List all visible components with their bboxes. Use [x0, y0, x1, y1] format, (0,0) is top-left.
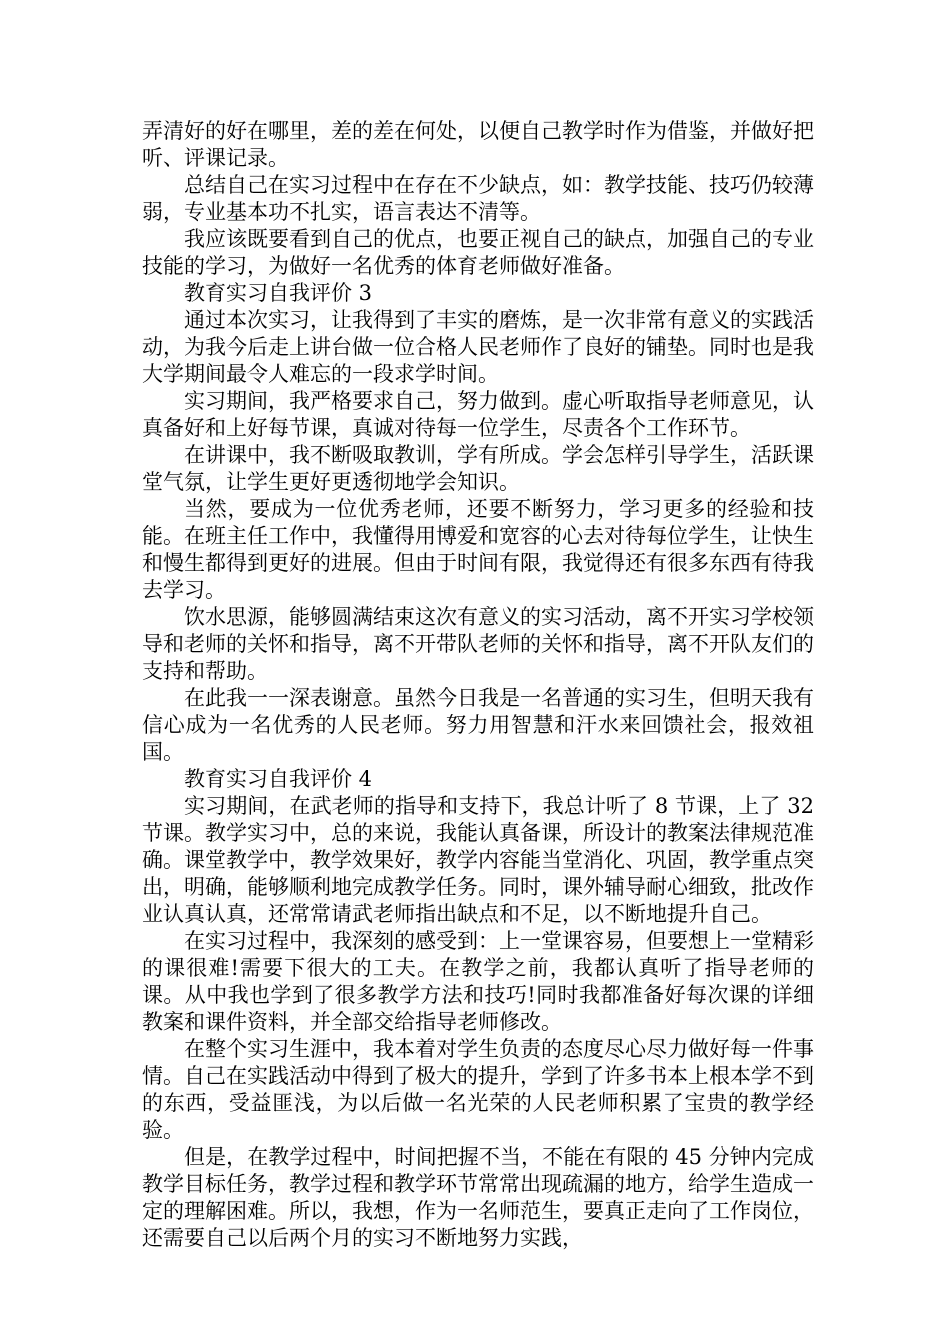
paragraph: 实习期间，在武老师的指导和支持下，我总计听了 8 节课，上了 32 节课。教学实习中，总的来说，我能认真备课，所设计的教案法律规范准确。课堂教学中，教学效果好，教学内容能当堂消化、巩固，教学重点突出，明确，能够顺利地完成教学任务。同时，课外辅导耐心细致，批改作业认真认真，还常常请武老师指出缺点和不足，以不断地提升自己。	[142, 794, 814, 926]
paragraph: 饮水思源，能够圆满结束这次有意义的实习活动，离不开实习学校领导和老师的关怀和指导，离不开带队老师的关怀和指导，离不开队友们的支持和帮助。	[142, 605, 814, 683]
paragraph: 当然，要成为一位优秀老师，还要不断努力，学习更多的经验和技能。在班主任工作中，我懂得用博爱和宽容的心去对待每位学生，让快生和慢生都得到更好的进展。但由于时间有限，我觉得还有很多东西有待我去学习。	[142, 497, 814, 602]
paragraph: 在讲课中，我不断吸取教训，学有所成。学会怎样引导学生，活跃课堂气氛，让学生更好更透彻地学会知识。	[142, 443, 814, 494]
section-heading: 教育实习自我评价 4	[184, 767, 373, 791]
paragraph: 在实习过程中，我深刻的感受到：上一堂课容易，但要想上一堂精彩的课很难!需要下很大的工夫。在教学之前，我都认真听了指导老师的课。从中我也学到了很多教学方法和技巧!同时我都准备好每次课的详细教案和课件资料，并全部交给指导老师修改。	[142, 929, 814, 1034]
paragraph: 我应该既要看到自己的优点，也要正视自己的缺点，加强自己的专业技能的学习，为做好一名优秀的体育老师做好准备。	[142, 227, 814, 278]
paragraph: 总结自己在实习过程中在存在不少缺点，如：教学技能、技巧仍较薄弱，专业基本功不扎实，语言表达不清等。	[142, 173, 814, 224]
paragraph-continued: 弄清好的好在哪里，差的差在何处，以便自己教学时作为借鉴，并做好把听、评课记录。	[142, 119, 814, 170]
section-heading: 教育实习自我评价 3	[184, 281, 373, 305]
paragraph: 通过本次实习，让我得到了丰实的磨炼，是一次非常有意义的实践活动，为我今后走上讲台做一位合格人民老师作了良好的铺垫。同时也是我大学期间最令人难忘的一段求学时间。	[142, 308, 814, 386]
paragraph: 在整个实习生涯中，我本着对学生负责的态度尽心尽力做好每一件事情。自己在实践活动中得到了极大的提升，学到了许多书本上根本学不到的东西，受益匪浅，为以后做一名光荣的人民老师积累了宝贵的教学经验。	[142, 1037, 814, 1142]
paragraph: 在此我一一深表谢意。虽然今日我是一名普通的实习生，但明天我有信心成为一名优秀的人民老师。努力用智慧和汗水来回馈社会，报效祖国。	[142, 686, 814, 764]
paragraph: 但是，在教学过程中，时间把握不当，不能在有限的 45 分钟内完成教学目标任务，教学过程和教学环节常常出现疏漏的地方，给学生造成一定的理解困难。所以，我想，作为一名师范生，要真正走向了工作岗位，还需要自己以后两个月的实习不断地努力实践，	[142, 1145, 814, 1250]
paragraph: 实习期间，我严格要求自己，努力做到。虚心听取指导老师意见，认真备好和上好每节课，真诚对待每一位学生，尽责各个工作环节。	[142, 389, 814, 440]
document-page	[142, 118, 814, 1252]
